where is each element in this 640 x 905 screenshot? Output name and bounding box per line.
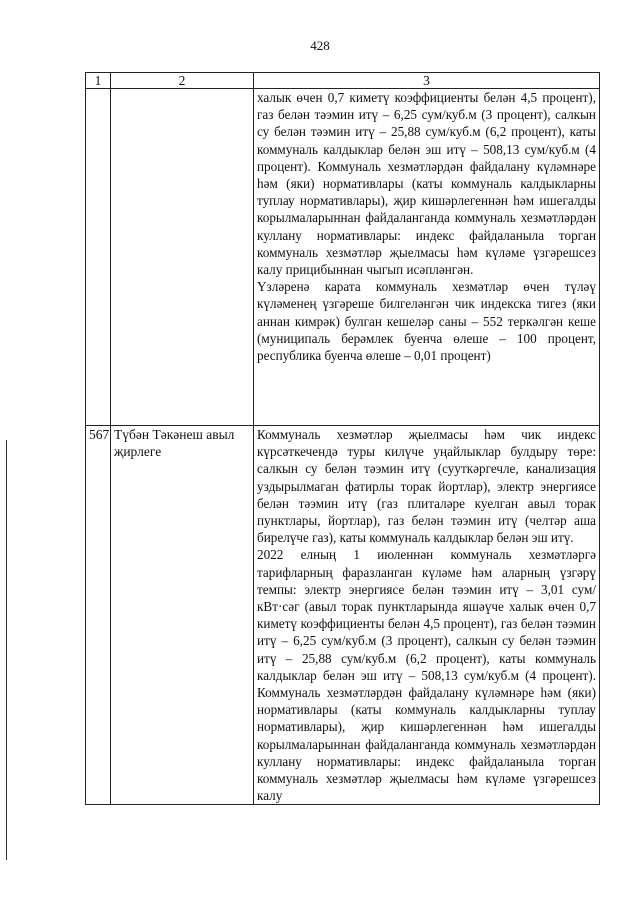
row-number: 567 bbox=[86, 426, 111, 805]
header-col-2: 2 bbox=[111, 73, 254, 89]
header-row bbox=[86, 73, 600, 89]
paragraph: Коммуналь хезмәтләр җыелмасы һәм чик индекс күрсәткечендә туры килүче уңайлыклар булдыру төре: салкын су белән тәэмин итү (сууткәргечле, канализация уздырылмаган фатирлы торак йортлар), электр энергиясе белән тәэмин итү (газ плиталәре куелган авыл торак пунктлары, йортлар), газ белән тәэмин итү (челтәр аша бирелүче газ), каты коммуналь калдыклар белән эш итү. bbox=[257, 427, 596, 546]
row-description bbox=[254, 89, 600, 426]
paragraph: Үзләренә карата коммуналь хезмәтләр өчен түләү күләменең үзгәреше билгеләнгән чик индекска тигез (яки аннан кимрәк) булган кешеләр саны – 552 теркәлгән кеше (муниципаль берәмлек буенча өлеше – 100 процент, республика буенча өлеше – 0,01 процент) bbox=[257, 279, 596, 364]
header-col-3: 3 bbox=[254, 73, 600, 89]
table-row bbox=[86, 89, 600, 426]
row-number bbox=[86, 89, 111, 426]
header-col-1: 1 bbox=[86, 73, 111, 89]
settlement-name: Түбән Тәкәнеш авыл җирлеге bbox=[111, 426, 254, 805]
margin-rule bbox=[6, 440, 7, 860]
paragraph: 2022 елның 1 июленнән коммуналь хезмәтләргә тарифларның фаразланган күләме һәм аларның үзгәрү темпы: электр энергиясе белән тәэмин итү – 3,01 сум/кВт·сәг (авыл торак пунктларында яшәүче халык өчен 0,7 киметү коэффициенты белән 4,5 процент), газ белән тәэмин итү – 6,25 сум/куб.м (3 процент), салкын су белән тәэмин итү – 25,88 сум/куб.м (6,2 процент), каты коммуналь калдыклар белән эш итү – 508,13 сум/куб.м (4 процент). Коммуналь хезмәтләрдән файдалану күләмнәре һәм (яки) нормативлары (каты коммуналь калдыкларны туплау нормативлары), җир кишәрлегеннән һәм ишегалды корылмаларыннан файдаланганда коммуналь хезмәтләрдән куллану нормативлары: индекс файдаланыла торган коммуналь хезмәтләр җыелмасы һәм күләме үзгәрешсез калу bbox=[257, 547, 596, 804]
settlement-name bbox=[111, 89, 254, 426]
paragraph: халык өчен 0,7 киметү коэффициенты белән 4,5 процент), газ белән тәэмин итү – 6,25 сум/куб.м (3 процент), салкын су белән тәэмин итү – 25,88 сум/куб.м (6,2 процент), каты коммуналь калдыклар белән эш итү – 508,13 сум/куб.м (4 процент). Коммуналь хезмәтләрдән файдалану күләмнәре һәм (яки) нормативлары (каты коммуналь калдыкларны туплау нормативлары), җир кишәрлегеннән һәм ишегалды корылмаларыннан файдаланганда коммуналь хезмәтләрдән куллану нормативлары: индекс файдаланыла торган коммуналь хезмәтләр җыелмасы һәм күләме үзгәрешсез калу прицибыннан чыгып исәпләнгән. bbox=[257, 90, 596, 278]
table-row bbox=[86, 426, 600, 805]
page-number: 428 bbox=[310, 38, 330, 53]
document-table bbox=[85, 72, 600, 805]
row-description bbox=[254, 426, 600, 805]
